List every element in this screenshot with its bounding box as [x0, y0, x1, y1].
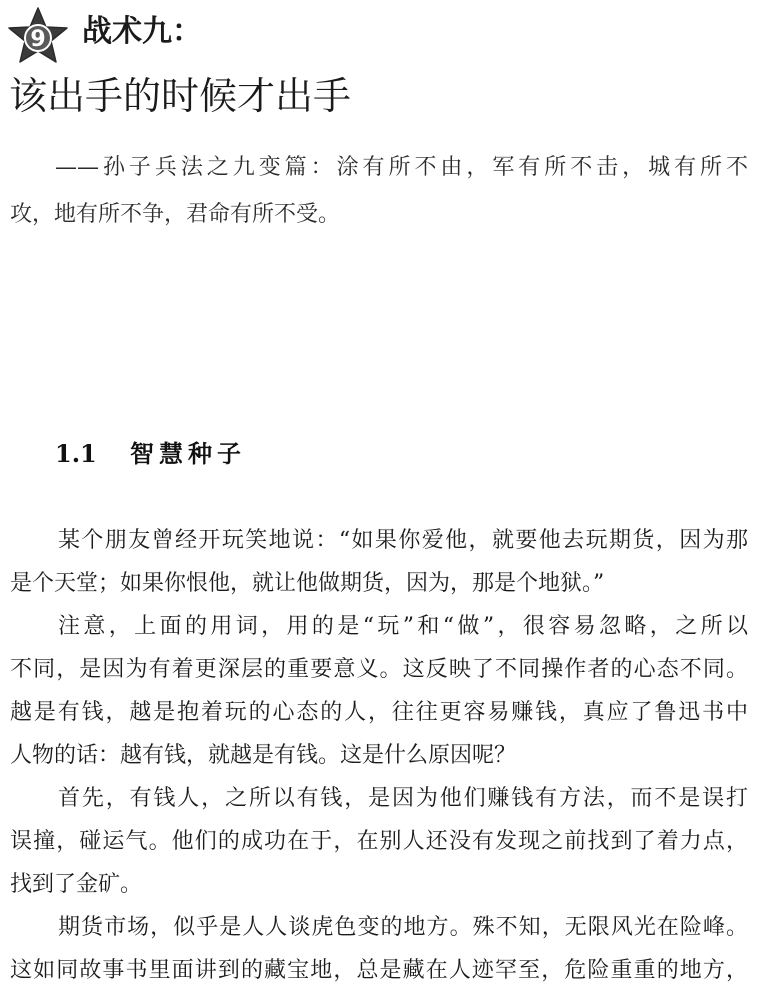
paragraph-line: 注意，上面的用词，用的是“玩”和“做”，很容易忽略，之所以 [58, 614, 748, 639]
section-heading [55, 436, 246, 472]
chapter-star-badge-icon [6, 6, 70, 66]
paragraph-line: 找到了金矿。 [10, 872, 143, 897]
paragraph [10, 605, 748, 777]
paragraph [10, 519, 748, 605]
epigraph-line: ——孙子兵法之九变篇：涂有所不由，军有所不击，城有所不 [55, 155, 748, 180]
epigraph [10, 144, 748, 238]
badge-number: 9 [30, 27, 46, 52]
chapter-label: 战术九： [82, 14, 202, 49]
paragraph-line: 误撞，碰运气。他们的成功在于，在别人还没有发现之前找到了着力点， [10, 829, 748, 854]
section-number: 1.1 [55, 439, 97, 468]
paragraph-line: 是个天堂；如果你恨他，就让他做期货，因为，那是个地狱。” [10, 571, 605, 596]
paragraph [10, 906, 748, 992]
epigraph-line: 攻，地有所不争，君命有所不受。 [10, 202, 341, 227]
paragraph-line: 越是有钱，越是抱着玩的心态的人，往往更容易赚钱，真应了鲁迅书中 [10, 700, 748, 725]
paragraph-line: 人物的话：越有钱，就越是有钱。这是什么原因呢？ [10, 743, 517, 768]
paragraph-line: 不同，是因为有着更深层的重要意义。这反映了不同操作者的心态不同。 [10, 657, 748, 682]
paragraph-line: 这如同故事书里面讲到的藏宝地，总是藏在人迹罕至，危险重重的地方， [10, 958, 748, 983]
chapter-title: 该出手的时候才出手 [9, 74, 352, 118]
paragraph-line: 期货市场，似乎是人人谈虎色变的地方。殊不知，无限风光在险峰。 [58, 915, 748, 940]
section-title: 智慧种子 [130, 440, 246, 468]
paragraph [10, 777, 748, 906]
paragraph-line: 某个朋友曾经开玩笑地说：“如果你爱他，就要他去玩期货，因为那 [58, 528, 748, 553]
paragraph-line: 首先，有钱人，之所以有钱，是因为他们赚钱有方法，而不是误打 [58, 786, 748, 811]
body-text [10, 519, 748, 992]
